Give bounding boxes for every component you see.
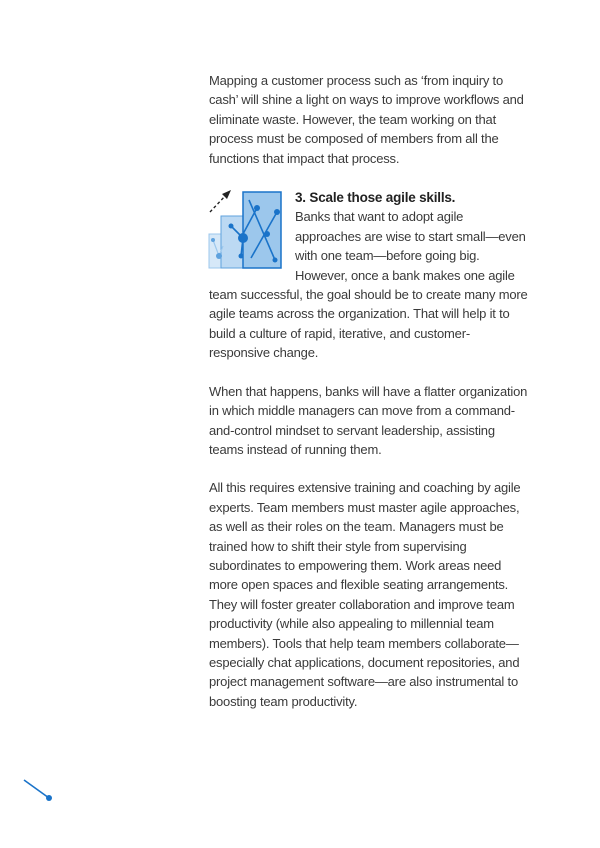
paragraph-scale-agile: Banks that want to adopt agile approaches are wise to start small—even with one team—before going big. However, once a bank makes one agile team successful, the goal should be to create many more agile teams across the organization. That will help it to build a culture of rapid, iterative, and customer-responsive change. [209,209,528,361]
scaling-bars-network-icon [207,188,291,270]
paragraph-flatter-organization: When that happens, banks will have a flatter organization in which middle managers can move from a command-and-control mindset to servant leadership, assisting teams instead of running them. [209,383,528,457]
section-scale-agile [209,188,529,363]
paragraph-process-mapping: Mapping a customer process such as ‘from inquiry to cash’ will shine a light on ways to improve workflows and eliminate waste. However, the team working on that process must be composed of members from all the functions that impact that process. [209,73,524,166]
corner-line-dot-icon [22,776,56,804]
main-column [209,71,529,711]
section-heading: 3. Scale those agile skills. [295,190,456,206]
paragraph-training-coaching: All this requires extensive training and coaching by agile experts. Team members must master agile approaches, as well as their roles on the team. Managers must be trained how to shift their style from supervising subordinates to empowering them. Work areas need more open spaces and flexible seating arrangements. They will foster greater collaboration and improve team productivity (while also appealing to millennial team members). Tools that help team members collaborate—especially chat applications, document repositories, and project management software—are also instrumental to boosting team productivity. [209,480,521,709]
